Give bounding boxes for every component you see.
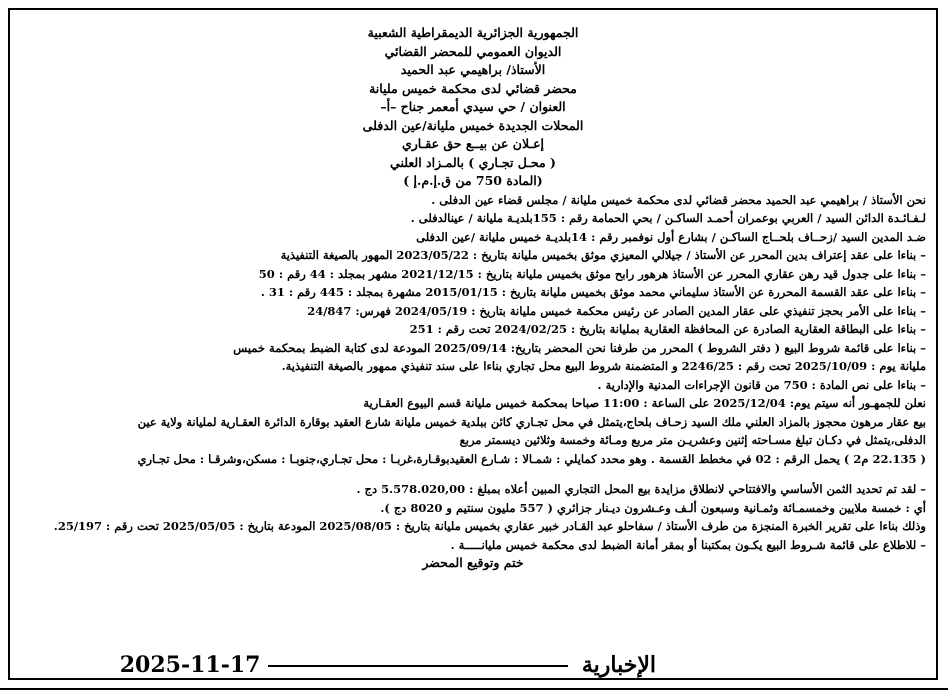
announce-line: نعلن للجمهـور أنه سيتم يوم: 2025/12/04 على الساعة : 11:00 صباحا بمحكمة خميس مليانة قسم البيوع العقـارية bbox=[363, 396, 926, 410]
publication-date: 17-11-2025 bbox=[119, 652, 261, 678]
announce-line: الدفلى،يتمثل في دكـان تبلغ مسـاحته إثنين وعشريـن متر مربع ومـائة وخمسة وثلاثين ديسمتر مربع bbox=[459, 433, 926, 447]
announce-line: بيع عقار مرهون محجوز بالمزاد العلني ملك السيد زحـاف بلحاج،يتمثل في محل تجـاري كائن ببلدية خميس مليانة شارع العقيد بوقارة الدائرة العقـارية لمليانة ولاية عين bbox=[137, 414, 926, 429]
price-line: أي : خمسة ملايين وخمسمـائة وثمـانية وسبعون ألـف وعـشرون ديـنار جزائري ( 557 مليون سنتيم و 8020 دج ). bbox=[380, 500, 926, 515]
body-line: – بناءا على عقد إعتراف بدين المحرر عن الأستاذ / جيلالي المعيزي موثق بخميس مليانة بتاريخ : 2023/05/22 المهور بالصيغة التنفيذية bbox=[280, 248, 926, 262]
price-line: وذلك بناءا على تقرير الخبرة المنجزة من طرف الأستاذ / سفاحلو عبد القـادر خبير عقاري بخميس مليانة بتاريخ : 2025/08/05 المودعة بتاريخ : 2025/05/05 تحت رقم : 25/197. bbox=[53, 519, 926, 533]
body-line: – بناءا على الأمر بحجز تنفيذي على عقار المدين الصادر عن رئيس محكمة خميس مليانة بتاريخ : 2024/05/19 فهرس: 24/847 bbox=[307, 303, 926, 318]
body-line: مليانة يوم : 2025/10/09 تحت رقم : 2246/25 و المتضمنة شروط البيع محل تجاري بناءا على سند تنفيذي ممهور بالصيغة التنفيذية. bbox=[281, 359, 926, 373]
page-bottom-rule bbox=[0, 688, 948, 690]
header-line: الأستاذ/ براهيمي عبد الحميد bbox=[400, 62, 546, 77]
announce-line: ( 22.135 م2 ) يحمل الرقم : 02 في مخطط القسمة . وهو محدد كمايلي : شمـالا : شـارع العقيدبوقـارة،غربـا : محل تجـاري،جنوبـا : مسكن،وشرقـا : محل تجـاري bbox=[137, 451, 926, 466]
newspaper-footer bbox=[96, 652, 656, 678]
body-line: لـفـائـدة الدائن السيد / العربي بوعمران أحمـد الساكـن / بحي الحمامة رقم : 155بلديـة مليانة / عينالدفلى . bbox=[410, 211, 926, 225]
header-line: الديوان العمومي للمحضر القضائي bbox=[384, 43, 562, 59]
notice-document bbox=[20, 24, 926, 573]
signature-line: ختم وتوقيع المحضر bbox=[422, 555, 524, 570]
notice-subtitle: ( محـل تجـاري ) بالمـزاد العلني bbox=[390, 154, 556, 170]
price-line: – للاطلاع على قائمة شـروط البيع يكـون بمكتبنا أو بمقر أمانة الضبط لدى محكمة خميس مليانـــــة . bbox=[450, 537, 926, 552]
header-line: محضر قضائي لدى محكمة خميس مليانة bbox=[369, 80, 577, 96]
header-line: الجمهورية الجزائرية الديمقراطية الشعبية bbox=[367, 25, 579, 40]
body-line: – بناءا على نص المادة : 750 من قانون الإجراءات المدنية والإدارية . bbox=[597, 377, 926, 392]
body-line: – بناءا على عقد القسمة المحررة عن الأستاذ سليماني محمد موثق بخميس مليانة بتاريخ : 2015/01/15 مشهرة بمجلد : 445 رقم : 31 . bbox=[260, 285, 926, 299]
body-line: ضـد المدين السيد /زحــاف بلحــاج الساكـن / بشارع أول نوفمبر رقم : 14بلديـة خميس مليانة /عين الدفلى bbox=[416, 229, 926, 244]
price-line: – لقد تم تحديد الثمن الأساسي والافتتاحي لانطلاق مزايدة بيع المحل التجاري المبين أعلاه بمبلغ : 5.578.020,00 دج . bbox=[356, 482, 926, 496]
body-line: نحن الأستاذ / براهيمي عبد الحميد محضر قضائي لدى محكمة خميس مليانة / مجلس قضاء عين الدفلى . bbox=[431, 192, 926, 207]
body-line: – بناءا على جدول قيد رهن عقاري المحرر عن الأستاذ هرهور رابح موثق بخميس مليانة بتاريخ : 2021/12/15 مشهر بمجلد : 44 رقم : 50 bbox=[258, 266, 926, 281]
header-line: العنوان / حي سيدي أمعمر جناح –أ– bbox=[380, 99, 566, 114]
notice-title: إعـلان عن بيــع حق عقـاري bbox=[401, 136, 545, 151]
newspaper-name: الإخبارية bbox=[581, 652, 656, 678]
body-line: – بناءا على البطاقة العقارية الصادرة عن المحافظة العقارية بمليانة بتاريخ : 2024/02/25 تحت رقم : 251 bbox=[409, 322, 926, 336]
footer-rule bbox=[268, 665, 568, 667]
legal-article: (المادة 750 من ق.إ.م.إ ) bbox=[403, 173, 543, 188]
header-line: المحلات الجديدة خميس مليانة/عين الدفلى bbox=[362, 117, 584, 133]
body-line: – بناءا على قائمة شروط البيع ( دفتر الشروط ) المحرر من طرفنا نحن المحضر بتاريخ: 2025/09/14 المودعة لدى كتابة الضبط بمحكمة خميس bbox=[233, 340, 926, 355]
